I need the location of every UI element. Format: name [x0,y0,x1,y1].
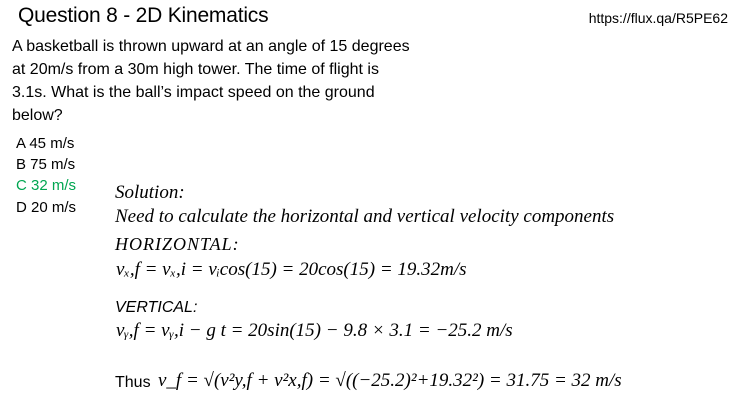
vertical-label: VERTICAL: [115,299,198,316]
question-line-4: below? [12,107,63,124]
question-url[interactable]: https://flux.qa/R5PE62 [588,10,728,26]
option-c-correct[interactable]: C 32 m/s [16,177,77,194]
question-title: Question 8 - 2D Kinematics [18,4,269,27]
final-equation: v_f = √(v²y,f + v²x,f) = √((−25.2)²+19.32²) = 31.75 = 32 m/s [158,370,622,391]
thus-label: Thus [115,374,151,391]
question-line-3: 3.1s. What is the ball’s impact speed on the ground [12,84,375,101]
solution-heading: Solution: [115,182,185,203]
option-a[interactable]: A 45 m/s [16,135,75,152]
option-d[interactable]: D 20 m/s [16,199,77,216]
question-line-1: A basketball is thrown upward at an angle of 15 degrees [12,38,410,55]
vertical-equation: vᵧ,f = vᵧ,i − g t = 20sin(15) − 9.8 × 3.1 = −25.2 m/s [116,320,513,341]
option-b[interactable]: B 75 m/s [16,156,76,173]
solution-intro: Need to calculate the horizontal and vertical velocity components [115,206,615,227]
horizontal-equation: vₓ,f = vₓ,i = vᵢcos(15) = 20cos(15) = 19.32m/s [116,259,467,280]
horizontal-label: HORIZONTAL: [115,234,240,254]
question-line-2: at 20m/s from a 30m high tower. The time of flight is [12,61,379,78]
